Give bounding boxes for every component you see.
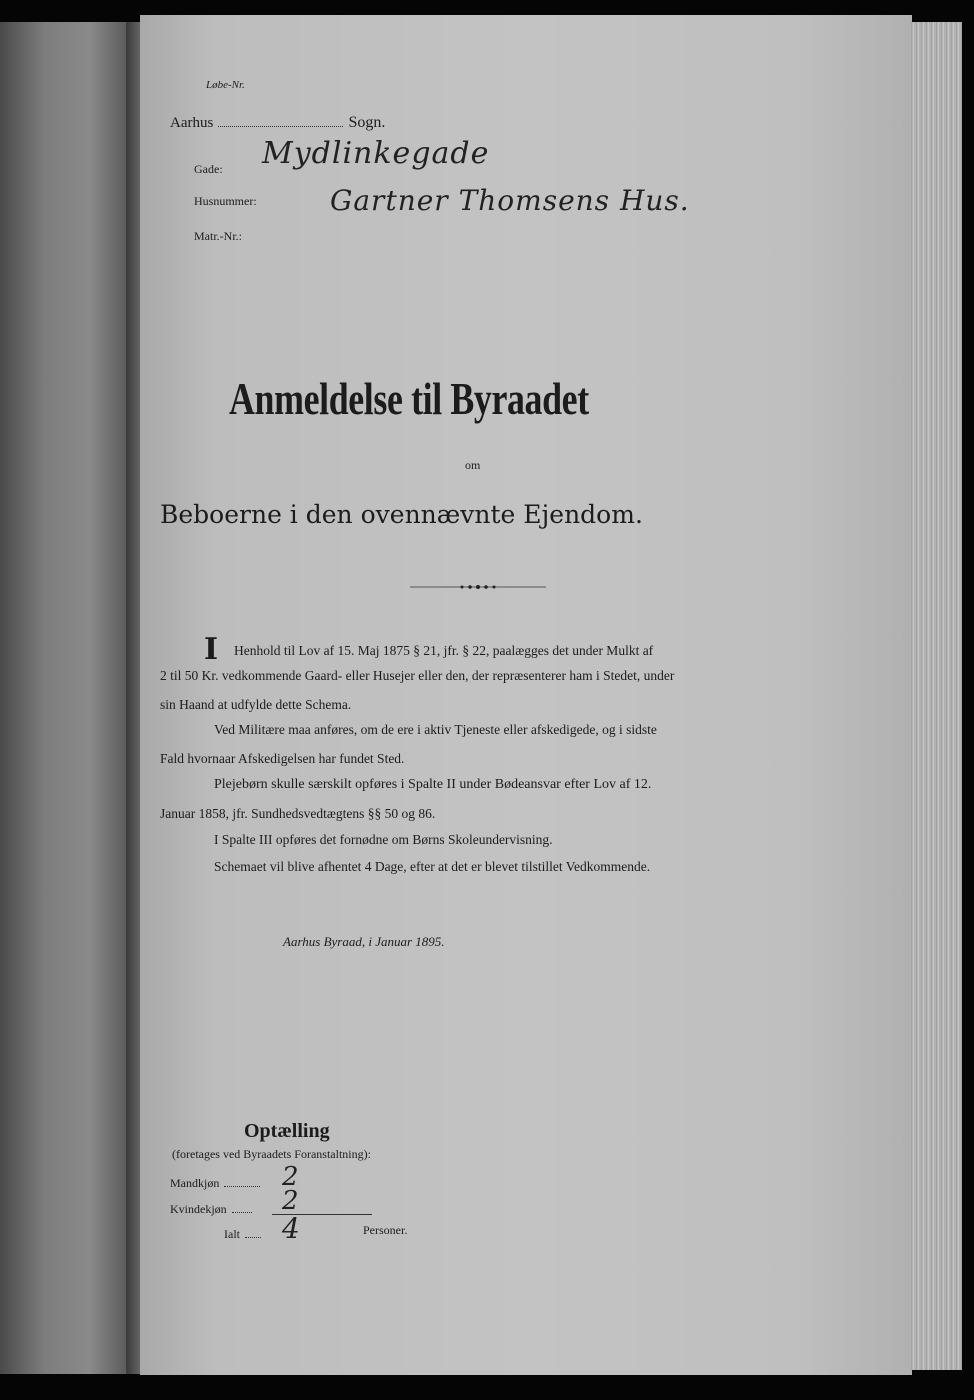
matr-label: Matr.-Nr.: [194, 229, 242, 243]
ialt-dots [245, 1237, 261, 1238]
signature-line: Aarhus Byraad, i Januar 1895. [283, 934, 445, 949]
mandkjon-value: 2 [282, 1162, 300, 1192]
left-page [0, 22, 128, 1374]
city-label: Aarhus [170, 115, 214, 131]
husnummer-handwritten: Gartner Thomsens Hus. [330, 184, 690, 217]
personer-label: Personer. [363, 1223, 408, 1237]
body-line-5: Fald hvornaar Afskedigelsen har fundet Sted. [160, 751, 405, 766]
kvindekjon-value: 2 [282, 1186, 300, 1216]
parish-line [170, 112, 385, 132]
sogn-label: Sogn. [348, 114, 386, 131]
document-subtitle: Beboerne i den ovennævnte Ejendom. [160, 500, 643, 529]
document-page [140, 15, 912, 1375]
ialt-row [224, 1223, 261, 1242]
body-line-3: sin Haand at udfylde dette Schema. [160, 697, 352, 712]
body-line-8: I Spalte III opføres det fornødne om Børns Skoleundervisning. [214, 832, 553, 847]
gade-handwritten: Mydlinkegade [262, 136, 490, 171]
mandkjon-dots [224, 1186, 260, 1187]
kvindekjon-label: Kvindekjøn [170, 1202, 227, 1216]
ornament-divider [410, 584, 546, 590]
ialt-value: 4 [282, 1212, 301, 1245]
dropcap: I [204, 632, 219, 667]
body-line-9: Schemaet vil blive afhentet 4 Dage, efter at det er blevet tilstillet Vedkommende. [214, 859, 651, 874]
om-label: om [465, 458, 481, 472]
mandkjon-label: Mandkjøn [170, 1176, 220, 1190]
body-line-1: Henhold til Lov af 15. Maj 1875 § 21, jfr. § 22, paalægges det under Mulkt af [234, 643, 654, 658]
body-line-7: Januar 1858, jfr. Sundhedsvedtægtens §§ 50 og 86. [160, 806, 436, 821]
page-edges [910, 22, 962, 1370]
body-line-6: Plejebørn skulle særskilt opføres i Spalte II under Bødeansvar efter Lov af 12. [214, 777, 652, 792]
gade-label: Gade: [194, 162, 223, 176]
mandkjon-row [170, 1172, 260, 1191]
parish-dotted-line [218, 126, 343, 127]
document-title: Anmeldelse til Byraadet [229, 373, 589, 424]
kvindekjon-dots [232, 1212, 252, 1213]
body-line-2: 2 til 50 Kr. vedkommende Gaard- eller Husejer eller den, der repræsenterer ham i Stedet, under [160, 668, 675, 683]
body-line-4: Ved Militære maa anføres, om de ere i aktiv Tjeneste eller afskedigede, og i sidste [214, 722, 657, 737]
count-heading: Optælling [244, 1120, 330, 1142]
ialt-label: Ialt [224, 1227, 240, 1241]
lobe-nr-label: Løbe-Nr. [206, 79, 245, 91]
husnummer-label: Husnummer: [194, 194, 257, 208]
count-note: (foretages ved Byraadets Foranstaltning): [172, 1147, 371, 1161]
kvindekjon-row [170, 1198, 252, 1217]
